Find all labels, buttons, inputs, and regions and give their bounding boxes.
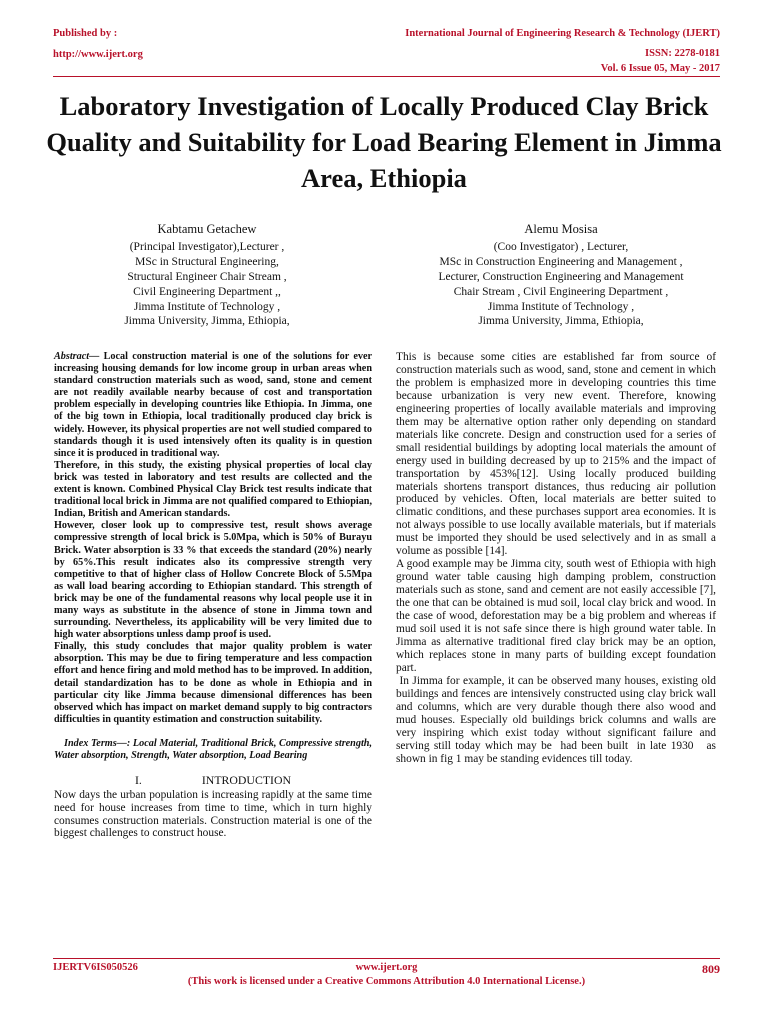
page-number: 809 (702, 962, 720, 976)
license-notice: (This work is licensed under a Creative Commons Attribution 4.0 International License.) (187, 976, 586, 987)
publisher-label: Published by : (53, 28, 118, 39)
author-affiliation-line: Jimma Institute of Technology , (133, 300, 281, 313)
body-paragraph: Now days the urban population is increasing rapidly at the same time need for house increases from time to time, which in turn highly consumes construction materials. Construction material is one of the biggest challenges to construct house. (54, 788, 372, 840)
footer-url-link: www.ijert.org (355, 962, 418, 973)
author-name: Alemu Mosisa (524, 222, 598, 236)
author-affiliation-line: Jimma University, Jimma, Ethiopia, (478, 315, 644, 328)
body-paragraph: In Jimma for example, it can be observed many houses, existing old buildings and fences are intensively constructed using clay brick wall and columns, which are very durable though there also wood and mud houses. Especially old buildings brick columns and walls are very inspiring which exist today without significant failure and serving still today which may be had been built in late 1930 as shown in fig 1 may be standing evidences till today. (396, 674, 719, 765)
author-affiliation-line: Lecturer, Construction Engineering and Management (438, 270, 684, 283)
paper-title: Laboratory Investigation of Locally Produced Clay Brick Quality and Suitability for Load Bearing Element in Jimma Area, Ethiopia (46, 91, 722, 193)
author-affiliation-line: Structural Engineer Chair Stream , (127, 270, 287, 283)
body-paragraph: This is because some cities are established far from source of construction materials such as wood, sand, stone and cement in which the problem is emphasized more in developing countries this time because urbanization is very new event. Therefore, knowing engineering properties of locally available materials and improving them may be alternative option rather only depending on standard materials like concrete. Design and construction used for a series of small residential buildings by adopting local materials the amount of energy used in building decreased by up to 215% and the impact of transportation by 453%[12]. Using locally produced building materials shortens transport distances, thus reducing air pollution produced by vehicles. Often, local materials are better suited to climatic conditions, and these purchases support area economies. It is not always possible to use locally available materials, but if materials must be imported they should be used selectively and in as small a volume as possible [14]. (396, 351, 716, 558)
section-number: I. (134, 773, 142, 788)
author-affiliation-line: MSc in Structural Engineering, (135, 255, 279, 268)
abstract-paragraph: However, closer look up to compressive test, result shows average compressive strength of local brick is 5.0Mpa, which is 50% of Burayu Brick. Water absorption is 33 % that exceeds the standard (20%) nearly by 65%.This result indicates also its compressive strength very competitive to that of higher class of Hollow Concrete Block of 5.5Mpa as wall load bearing according to Ethiopian standard. This strength of brick may be one of the fundamental reasons why local people use it in many ways as substitute in the absence of stone in Jimma town and surrounding. Nevertheless, its applicability will be very limited due to high water absorptions unless damp proof is used. (54, 520, 372, 641)
author-affiliation-line: Chair Stream , Civil Engineering Department , (453, 285, 669, 298)
author-block-2 (416, 222, 706, 329)
volume-issue: Vol. 6 Issue 05, May - 2017 (600, 63, 720, 74)
paper-id: IJERTV6IS050526 (53, 962, 138, 973)
author-affiliation-line: Jimma Institute of Technology , (487, 300, 635, 313)
publisher-url-link[interactable]: http://www.ijert.org (53, 49, 143, 60)
left-column (54, 351, 372, 840)
abstract-paragraph: Abstract— Local construction material is one of the solutions for ever increasing housing demands for low income group in urban areas when standard construction materials such as wood, sand, stone and cement are not readily available nearby because of cost and transportation problem especially in developing countries like Ethiopia. In Jimma, one of the big town in Ethiopia, local traditionally produced clay brick is widely. However, its physical properties are not well studied compared to standards though it is used intensively often its quality is in question since it is produced in traditional way. (54, 351, 372, 459)
right-column (396, 351, 719, 766)
author-block-1 (62, 222, 352, 329)
page-footer (53, 962, 720, 992)
author-affiliation-line: MSc in Construction Engineering and Management , (439, 255, 683, 268)
author-affiliation-line: (Principal Investigator),Lecturer , (129, 240, 285, 253)
body-paragraph: A good example may be Jimma city, south west of Ethiopia with high ground water table causing high damping problem, construction materials such as stone, sand and cement are not easily accessible [7], the one that can be obtained is mud soil, local clay brick and wood. In the case of wood, deforestation may be a big problem and whereas if mud soil used it is not safe since there is high ground water table. In Jimma as alternative traditional fired clay brick may be an option, which replaces stone in many parts of building except foundation part. (396, 558, 716, 674)
author-affiliation-line: Civil Engineering Department ,, (133, 285, 281, 298)
author-affiliation-line: (Coo Investigator) , Lecturer, (493, 240, 629, 253)
issn: ISSN: 2278-0181 (645, 48, 720, 59)
footer-rule (53, 958, 720, 959)
abstract-label: Abstract— (54, 351, 100, 362)
page-header (53, 27, 720, 77)
journal-name: International Journal of Engineering Research & Technology (IJERT) (405, 28, 720, 39)
author-name: Kabtamu Getachew (157, 222, 257, 236)
abstract (54, 351, 372, 726)
index-terms: Index Terms—: Local Material, Traditional Brick, Compressive strength, Water absorption, Strength, Water absorption, Load Bearing (54, 737, 372, 761)
abstract-paragraph: Therefore, in this study, the existing physical properties of local clay brick was tested in laboratory and test results are collected and the extent is known. Combined Physical Clay Brick test results indicate that traditional local brick in Jimma are not qualified compared to Ethiopian, Indian, British and American standards. (54, 459, 372, 520)
header-rule (53, 76, 720, 77)
section-heading-introduction (54, 774, 372, 787)
section-title: INTRODUCTION (201, 773, 291, 788)
author-affiliation-line: Jimma University, Jimma, Ethiopia, (124, 315, 290, 328)
abstract-paragraph: Finally, this study concludes that major quality problem is water absorption. This may be due to firing temperature and less compaction effort and hence firing and mold method has to be improved. In addition, detail standardization has to be done as whole in Ethiopia and in particular city like Jimma because dimensional differences has been observed which has impact on market demand supply to big contractors difficulties in quantity estimation and construction suitability. (54, 641, 372, 725)
